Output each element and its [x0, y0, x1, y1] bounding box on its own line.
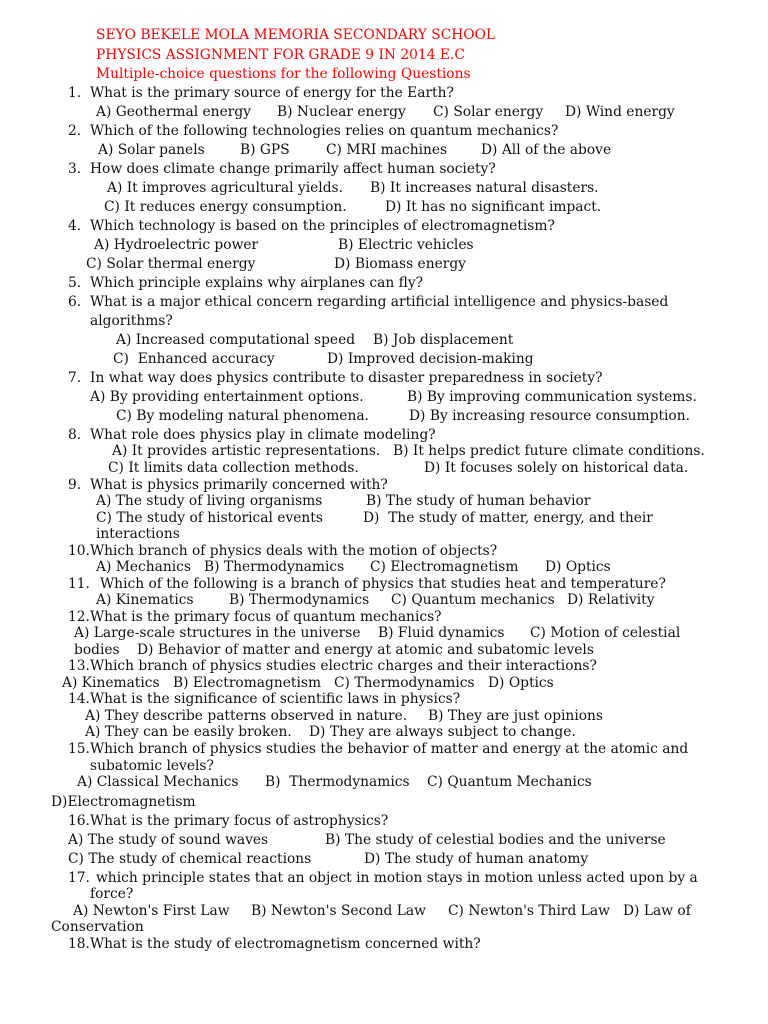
question-6-number: 6.: [68, 294, 82, 310]
question-2-text: Which of the following technologies relies on quantum mechanics?: [90, 123, 559, 139]
question-12-option-c-continued: bodies: [74, 642, 120, 658]
question-16-line: [68, 813, 388, 829]
question-5-text: Which principle explains why airplanes can fly?: [90, 275, 424, 291]
question-1-number: 1.: [68, 85, 82, 101]
question-14-option-c: A) They can be easily broken.: [85, 724, 292, 740]
school-name: SEYO BEKELE MOLA MEMORIA SECONDARY SCHOOL: [96, 27, 496, 43]
question-11-option-d: D) Relativity: [567, 592, 655, 608]
question-2-number: 2.: [68, 123, 82, 139]
question-9-number: 9.: [68, 477, 82, 493]
question-10-number: 10.: [68, 543, 90, 559]
question-11-option-b: B) Thermodynamics: [229, 592, 370, 608]
question-12-number: 12.: [68, 609, 90, 625]
question-4-text: Which technology is based on the principles of electromagnetism?: [90, 218, 555, 234]
question-5-number: 5.: [68, 275, 82, 291]
question-12-option-a: A) Large-scale structures in the universe: [74, 625, 361, 641]
question-4-option-a: A) Hydroelectric power: [94, 237, 259, 253]
question-16-number: 16.: [68, 813, 90, 829]
question-3-option-c: C) It reduces energy consumption.: [104, 199, 347, 215]
question-12-option-c: C) Motion of celestial: [530, 625, 681, 641]
question-17-option-a: A) Newton's First Law: [73, 903, 230, 919]
question-8-option-b: B) It helps predict future climate conditions.: [393, 443, 705, 459]
question-9-option-c: C) The study of historical events: [96, 510, 323, 526]
question-14-option-d: D) They are always subject to change.: [309, 724, 576, 740]
question-15-text: Which branch of physics studies the behavior of matter and energy at the atomic and: [89, 741, 689, 757]
question-7-option-d: D) By increasing resource consumption.: [409, 408, 690, 424]
question-13-option-b: B) Electromagnetism: [173, 675, 322, 691]
question-16-option-a: A) The study of sound waves: [68, 832, 269, 848]
question-12-text: What is the primary focus of quantum mechanics?: [89, 609, 442, 625]
question-10-line: [68, 543, 497, 559]
question-2-option-a: A) Solar panels: [98, 142, 205, 158]
question-14-text: What is the significance of scientific laws in physics?: [89, 691, 461, 707]
question-9-option-b: B) The study of human behavior: [366, 493, 591, 509]
question-3-option-b: B) It increases natural disasters.: [370, 180, 599, 196]
question-17-option-d-continued: Conservation: [51, 919, 144, 935]
question-17-option-b: B) Newton's Second Law: [251, 903, 426, 919]
question-7-option-b: B) By improving communication systems.: [407, 389, 697, 405]
question-6-option-a: A) Increased computational speed: [116, 332, 356, 348]
question-11-option-a: A) Kinematics: [96, 592, 194, 608]
question-8-text: What role does physics play in climate modeling?: [90, 427, 436, 443]
question-15-line: [68, 741, 688, 757]
question-12-option-d: D) Behavior of matter and energy at atomic and subatomic levels: [137, 642, 594, 658]
question-11-number: 11.: [68, 576, 90, 592]
question-13-line: [68, 658, 597, 674]
question-9-text: What is physics primarily concerned with?: [90, 477, 388, 493]
question-15-option-c: C) Quantum Mechanics: [427, 774, 592, 790]
question-3-text: How does climate change primarily affect human society?: [90, 161, 496, 177]
question-7-number: 7.: [68, 370, 82, 386]
question-14-line: [68, 691, 460, 707]
question-14-option-b: B) They are just opinions: [428, 708, 604, 724]
question-9-option-d-continued: interactions: [96, 526, 180, 542]
question-7-option-c: C) By modeling natural phenomena.: [116, 408, 369, 424]
question-10-option-a: A) Mechanics: [96, 559, 191, 575]
question-4-option-b: B) Electric vehicles: [338, 237, 474, 253]
question-6-option-b: B) Job displacement: [373, 332, 514, 348]
question-17-text: which principle states that an object in motion stays in motion unless acted upon by a: [96, 870, 698, 886]
question-18-line: [68, 936, 481, 952]
question-17-option-c: C) Newton's Third Law: [448, 903, 610, 919]
question-11-text: Which of the following is a branch of physics that studies heat and temperature?: [100, 576, 666, 592]
question-12-line: [68, 609, 442, 625]
question-9-option-d: D) The study of matter, energy, and their: [363, 510, 653, 526]
question-10-option-b: B) Thermodynamics: [204, 559, 345, 575]
question-11-option-c: C) Quantum mechanics: [391, 592, 555, 608]
question-16-option-c: C) The study of chemical reactions: [68, 851, 312, 867]
question-15-number: 15.: [68, 741, 90, 757]
question-8-option-d: D) It focuses solely on historical data.: [424, 460, 689, 476]
question-9-option-a: A) The study of living organisms: [96, 493, 323, 509]
question-8-option-c: C) It limits data collection methods.: [108, 460, 359, 476]
question-1-option-a: A) Geothermal energy: [96, 104, 251, 120]
question-7-option-a: A) By providing entertainment options.: [90, 389, 364, 405]
question-6-text-continued: algorithms?: [90, 313, 173, 329]
question-1-text: What is the primary source of energy for the Earth?: [90, 85, 454, 101]
question-17-text-continued: force?: [90, 886, 134, 902]
question-16-option-b: B) The study of celestial bodies and the universe: [325, 832, 666, 848]
question-10-option-c: C) Electromagnetism: [370, 559, 519, 575]
question-7-text: In what way does physics contribute to disaster preparedness in society?: [90, 370, 603, 386]
question-2-option-d: D) All of the above: [481, 142, 612, 158]
question-18-text: What is the study of electromagnetism concerned with?: [89, 936, 481, 952]
question-12-option-b: B) Fluid dynamics: [378, 625, 505, 641]
question-6-option-d: D) Improved decision-making: [327, 351, 534, 367]
question-13-option-d: D) Optics: [488, 675, 554, 691]
question-8-number: 8.: [68, 427, 82, 443]
question-1-option-d: D) Wind energy: [565, 104, 675, 120]
question-10-text: Which branch of physics deals with the motion of objects?: [89, 543, 498, 559]
question-13-option-a: A) Kinematics: [62, 675, 160, 691]
question-14-option-a: A) They describe patterns observed in nature.: [85, 708, 408, 724]
question-13-text: Which branch of physics studies electric charges and their interactions?: [89, 658, 597, 674]
question-6-option-c: C) Enhanced accuracy: [113, 351, 275, 367]
question-15-text-continued: subatomic levels?: [90, 758, 214, 774]
question-14-number: 14.: [68, 691, 90, 707]
question-6-text: What is a major ethical concern regarding artificial intelligence and physics-based: [90, 294, 669, 310]
question-4-option-c: C) Solar thermal energy: [86, 256, 256, 272]
question-16-text: What is the primary focus of astrophysics?: [89, 813, 389, 829]
question-8-option-a: A) It provides artistic representations.: [112, 443, 381, 459]
instructions: Multiple-choice questions for the following Questions: [96, 66, 471, 82]
question-3-option-d: D) It has no significant impact.: [385, 199, 602, 215]
question-10-option-d: D) Optics: [545, 559, 611, 575]
question-4-number: 4.: [68, 218, 82, 234]
question-1-option-b: B) Nuclear energy: [277, 104, 406, 120]
question-2-option-b: B) GPS: [240, 142, 290, 158]
question-15-option-a: A) Classical Mechanics: [77, 774, 239, 790]
assignment-title: PHYSICS ASSIGNMENT FOR GRADE 9 IN 2014 E.C: [96, 47, 465, 63]
question-15-option-b: B) Thermodynamics: [265, 774, 410, 790]
question-2-option-c: C) MRI machines: [326, 142, 448, 158]
question-3-option-a: A) It improves agricultural yields.: [107, 180, 343, 196]
question-4-option-d: D) Biomass energy: [334, 256, 466, 272]
question-3-number: 3.: [68, 161, 82, 177]
question-15-option-d: D)Electromagnetism: [51, 794, 196, 810]
question-17-number: 17.: [68, 870, 90, 886]
question-1-option-c: C) Solar energy: [433, 104, 544, 120]
question-18-number: 18.: [68, 936, 90, 952]
question-13-option-c: C) Thermodynamics: [334, 675, 475, 691]
question-17-option-d: D) Law of: [623, 903, 691, 919]
question-13-number: 13.: [68, 658, 90, 674]
question-16-option-d: D) The study of human anatomy: [364, 851, 589, 867]
